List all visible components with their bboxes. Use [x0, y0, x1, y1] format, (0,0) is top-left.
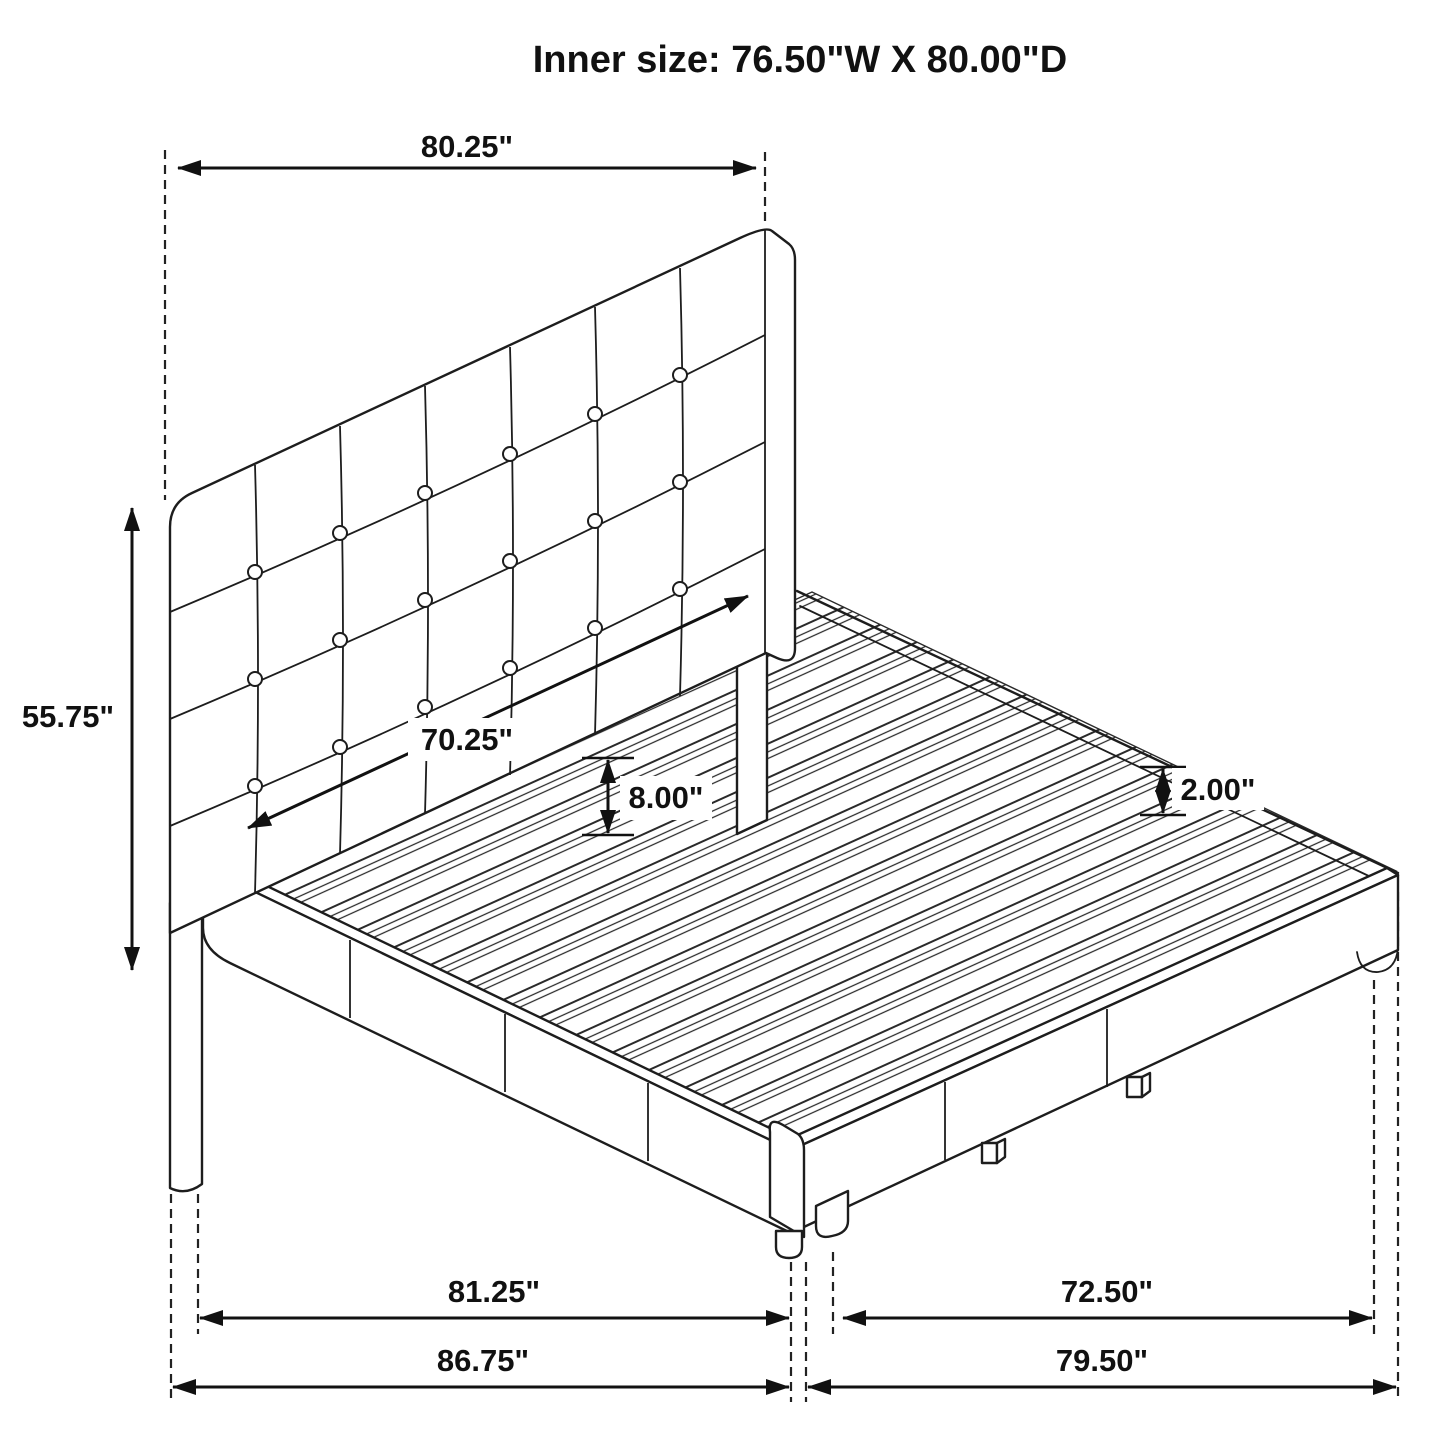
headboard-left-leg: [170, 889, 202, 1191]
corner-post: [770, 1122, 804, 1237]
dimension-label: 86.75": [436, 1343, 530, 1378]
dimension-base-length: [200, 1274, 789, 1318]
dimension-label: 72.50": [1060, 1274, 1154, 1309]
corner-leg: [776, 1231, 802, 1258]
dimension-label: 81.25": [447, 1274, 541, 1309]
foot-rail-leg: [1127, 1073, 1150, 1097]
dimension-label: 80.25": [420, 129, 514, 164]
dimension-label: 55.75": [21, 699, 115, 734]
page-title: Inner size: 76.50"W X 80.00"D: [532, 39, 1068, 81]
dimension-label: 8.00": [628, 780, 704, 815]
headboard-right-leg: [737, 641, 767, 834]
dimension-base-width: [843, 1274, 1372, 1318]
dimension-headboard-width: [178, 129, 756, 168]
dimension-label: 70.25": [420, 722, 514, 757]
dimension-headboard-height: [22, 508, 132, 970]
foot-rail-leg: [982, 1139, 1005, 1163]
dimension-overall-length: [173, 1343, 789, 1387]
dimension-overall-width: [808, 1343, 1396, 1387]
dimension-label: 79.50": [1055, 1343, 1149, 1378]
dimension-label: 2.00": [1180, 772, 1256, 807]
